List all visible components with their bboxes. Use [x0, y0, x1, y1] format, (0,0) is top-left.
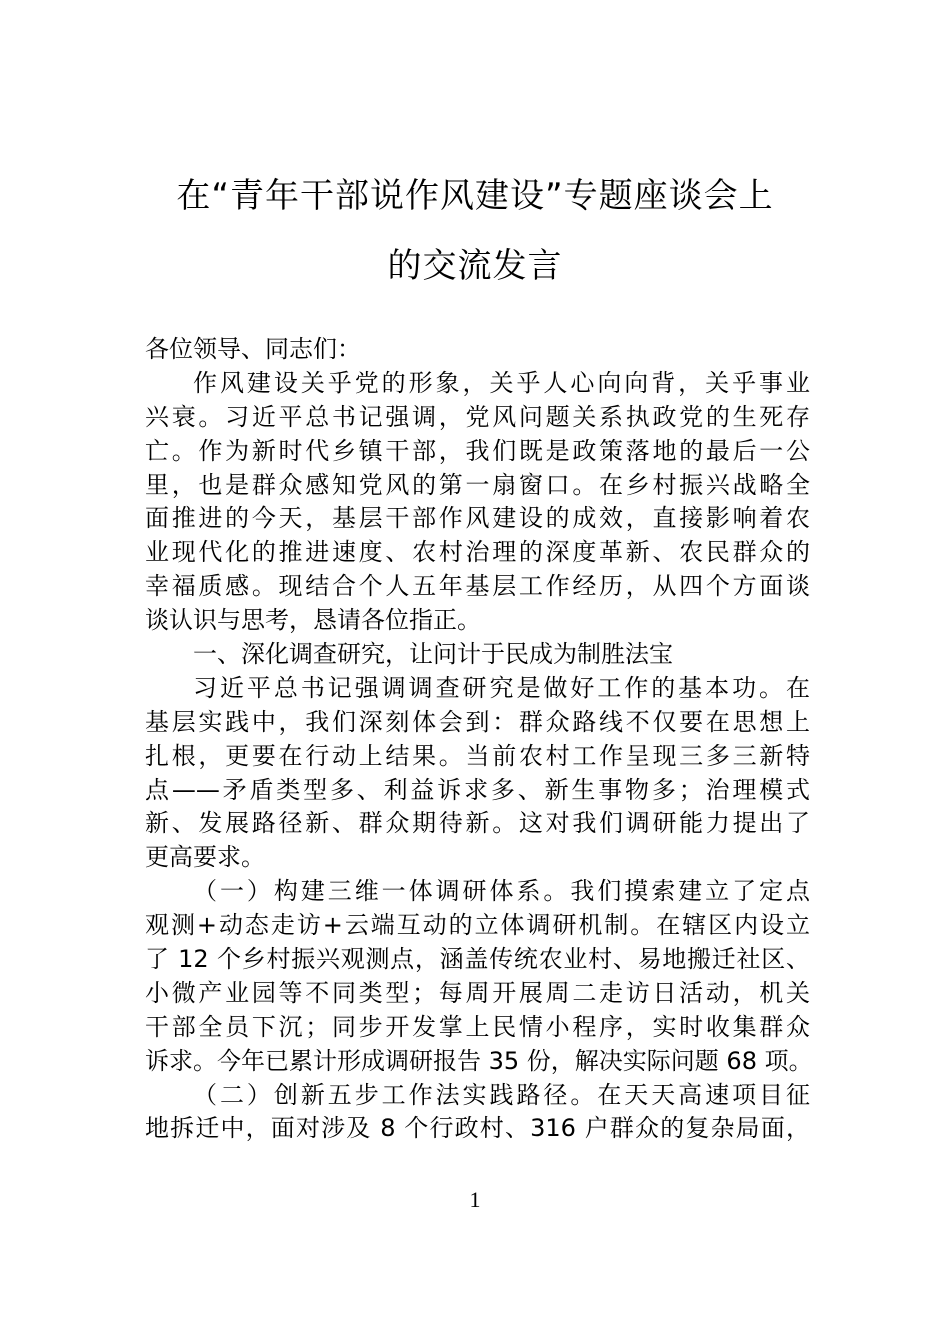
intro-line: 亡。作为新时代乡镇干部，我们既是政策落地的最后一公 — [145, 436, 810, 465]
point-line: 观测+动态走访+云端互动的立体调研机制。在辖区内设立 — [145, 911, 810, 940]
section-line: 习近平总书记强调调查研究是做好工作的基本功。在 — [193, 673, 810, 702]
salutation: 各位领导、同志们： — [145, 335, 361, 363]
document-title-line-2: 的交流发言 — [387, 246, 563, 286]
point-line: 小微产业园等不同类型；每周开展周二走访日活动，机关 — [145, 978, 810, 1007]
point-line: 地拆迁中，面对涉及 8 个行政村、316 户群众的复杂局面， — [145, 1114, 810, 1143]
point-line: 干部全员下沉；同步开发掌上民情小程序，实时收集群众 — [145, 1012, 810, 1041]
section-heading: 一、深化调查研究，让问计于民成为制胜法宝 — [193, 640, 673, 669]
point-line: 诉求。今年已累计形成调研报告 35 份，解决实际问题 68 项。 — [145, 1046, 813, 1075]
point-line: （一）构建三维一体调研体系。我们摸索建立了定点 — [193, 877, 810, 906]
section-line: 新、发展路径新、群众期待新。这对我们调研能力提出了 — [145, 809, 810, 838]
document-body — [145, 333, 813, 1146]
page-number: 1 — [469, 1187, 481, 1212]
section-line: 基层实践中，我们深刻体会到：群众路线不仅要在思想上 — [145, 707, 810, 736]
intro-line: 兴衰。习近平总书记强调，党风问题关系执政党的生死存 — [145, 402, 810, 431]
point-line: 了 12 个乡村振兴观测点，涵盖传统农业村、易地搬迁社区、 — [145, 945, 810, 974]
intro-line: 业现代化的推进速度、农村治理的深度革新、农民群众的 — [145, 538, 810, 567]
intro-line: 幸福质感。现结合个人五年基层工作经历，从四个方面谈 — [145, 572, 810, 601]
document-title-line-1: 在“青年干部说作风建设”专题座谈会上 — [176, 176, 774, 216]
section-line: 扎根，更要在行动上结果。当前农村工作呈现三多三新特 — [145, 741, 810, 770]
point-line: （二）创新五步工作法实践路径。在天天高速项目征 — [193, 1080, 810, 1109]
intro-line: 里，也是群众感知党风的第一扇窗口。在乡村振兴战略全 — [145, 470, 810, 499]
intro-line: 谈认识与思考，恳请各位指正。 — [145, 606, 481, 635]
intro-line: 作风建设关乎党的形象，关乎人心向向背，关乎事业 — [193, 368, 810, 397]
intro-line: 面推进的今天，基层干部作风建设的成效，直接影响着农 — [145, 504, 810, 533]
section-line: 点——矛盾类型多、利益诉求多、新生事物多；治理模式 — [145, 775, 810, 804]
section-line: 更高要求。 — [145, 843, 265, 872]
